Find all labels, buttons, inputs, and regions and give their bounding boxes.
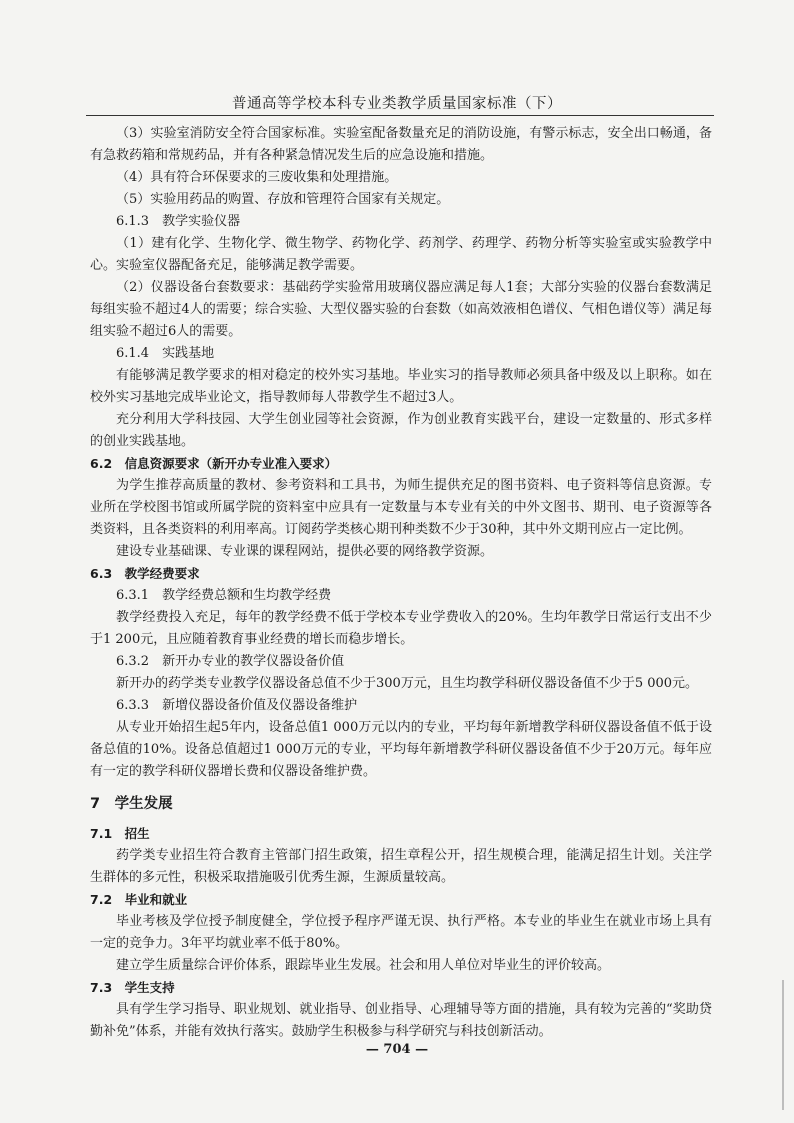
- subheading-6-1-4: 6.1.4 实践基地: [116, 346, 215, 361]
- paragraph-course-websites: 建设专业基础课、专业课的课程网站，提供必要的网络教学资源。: [116, 544, 494, 559]
- paragraph-entrepreneurship-base: 充分利用大学科技园、大学生创业园等社会资源，作为创业教育实践平台，建设一定数量的、形式多样的创业实践基地。: [90, 412, 712, 449]
- paragraph-graduation: 毕业考核及学位授予制度健全，学位授予程序严谨无误、执行严格。本专业的毕业生在就业市场上具有一定的竞争力。3年平均就业率不低于80%。: [90, 914, 712, 951]
- heading-6-2: 6.2 信息资源要求（新开办专业准入要求）: [90, 456, 338, 471]
- heading-7-2: 7.2 毕业和就业: [90, 892, 188, 907]
- running-header-title: 普通高等学校本科专业类教学质量国家标准（下）: [232, 96, 562, 112]
- subheading-6-1-3: 6.1.3 教学实验仪器: [116, 214, 241, 229]
- paragraph-waste-handling: （4）具有符合环保要求的三废收集和处理措施。: [116, 170, 398, 185]
- paragraph-labs-list: （1）建有化学、生物化学、微生物学、药物化学、药剂学、药理学、药物分析等实验室或实验教学中心。实验室仪器配备充足，能够满足教学需要。: [90, 236, 712, 273]
- header-rule: [86, 115, 714, 116]
- paragraph-quality-evaluation: 建立学生质量综合评价体系，跟踪毕业生发展。社会和用人单位对毕业生的评价较高。: [116, 958, 611, 973]
- paragraph-admissions: 药学类专业招生符合教育主管部门招生政策，招生章程公开，招生规模合理，能满足招生计划。关注学生群体的多元性，积极采取措施吸引优秀生源，生源质量较高。: [90, 848, 712, 885]
- paragraph-funding-total: 教学经费投入充足，每年的教学经费不低于学校本专业学费收入的20%。生均年教学日常运行支出不少于1 200元，且应随着教育事业经费的增长而稳步增长。: [90, 610, 712, 647]
- scan-edge-mark: [782, 980, 784, 1110]
- page-number: — 704 —: [365, 1042, 429, 1057]
- heading-7-1: 7.1 招生: [90, 826, 150, 841]
- paragraph-equipment-growth: 从专业开始招生起5年内，设备总值1 000万元以内的专业，平均每年新增教学科研仪器设备值不低于设备总值的10%。设备总值超过1 000万元的专业，平均每年新增教学科研仪器设备值不少于20万元。每年应有一定的教学科研仪器增长费和仪器设备维护费。: [90, 720, 712, 779]
- paragraph-drug-management: （5）实验用药品的购置、存放和管理符合国家有关规定。: [116, 192, 450, 207]
- paragraph-new-program-equipment: 新开办的药学类专业教学仪器设备总值不少于300万元，且生均教学科研仪器设备值不少于5 000元。: [116, 676, 699, 691]
- subheading-6-3-1: 6.3.1 教学经费总额和生均教学经费: [116, 588, 332, 603]
- heading-6-3: 6.3 教学经费要求: [90, 566, 200, 581]
- paragraph-lab-fire-safety: （3）实验室消防安全符合国家标准。实验室配备数量充足的消防设施，有警示标志，安全出口畅通，备有急救药箱和常规药品，并有各种紧急情况发生后的应急设施和措施。: [90, 126, 712, 163]
- body-text: [90, 123, 712, 1043]
- subheading-6-3-2: 6.3.2 新开办专业的教学仪器设备价值: [116, 654, 345, 669]
- paragraph-information-resources: 为学生推荐高质量的教材、参考资料和工具书，为师生提供充足的图书资料、电子资料等信息资源。专业所在学校图书馆或所属学院的资料室中应具有一定数量与本专业有关的中外文图书、期刊、电子资源等各类资料，且各类资料的利用率高。订阅药学类核心期刊种类数不少于30种，其中外文期刊应占一定比例。: [90, 478, 712, 537]
- paragraph-student-support: 具有学生学习指导、职业规划、就业指导、创业指导、心理辅导等方面的措施，具有较为完善的“奖助贷勤补免”体系，并能有效执行落实。鼓励学生积极参与科学研究与科技创新活动。: [90, 1002, 712, 1039]
- paragraph-equipment-sets: （2）仪器设备台套数要求：基础药学实验常用玻璃仪器应满足每人1套；大部分实验的仪器台套数满足每组实验不超过4人的需要；综合实验、大型仪器实验的台套数（如高效液相色谱仪、气相色谱仪等）满足每组实验不超过6人的需要。: [90, 280, 712, 339]
- heading-7: 7 学生发展: [90, 796, 173, 812]
- paragraph-internship-base: 有能够满足教学要求的相对稳定的校外实习基地。毕业实习的指导教师必须具备中级及以上职称。如在校外实习基地完成毕业论文，指导教师每人带教学生不超过3人。: [90, 368, 712, 405]
- heading-7-3: 7.3 学生支持: [90, 980, 175, 995]
- subheading-6-3-3: 6.3.3 新增仪器设备价值及仪器设备维护: [116, 698, 358, 713]
